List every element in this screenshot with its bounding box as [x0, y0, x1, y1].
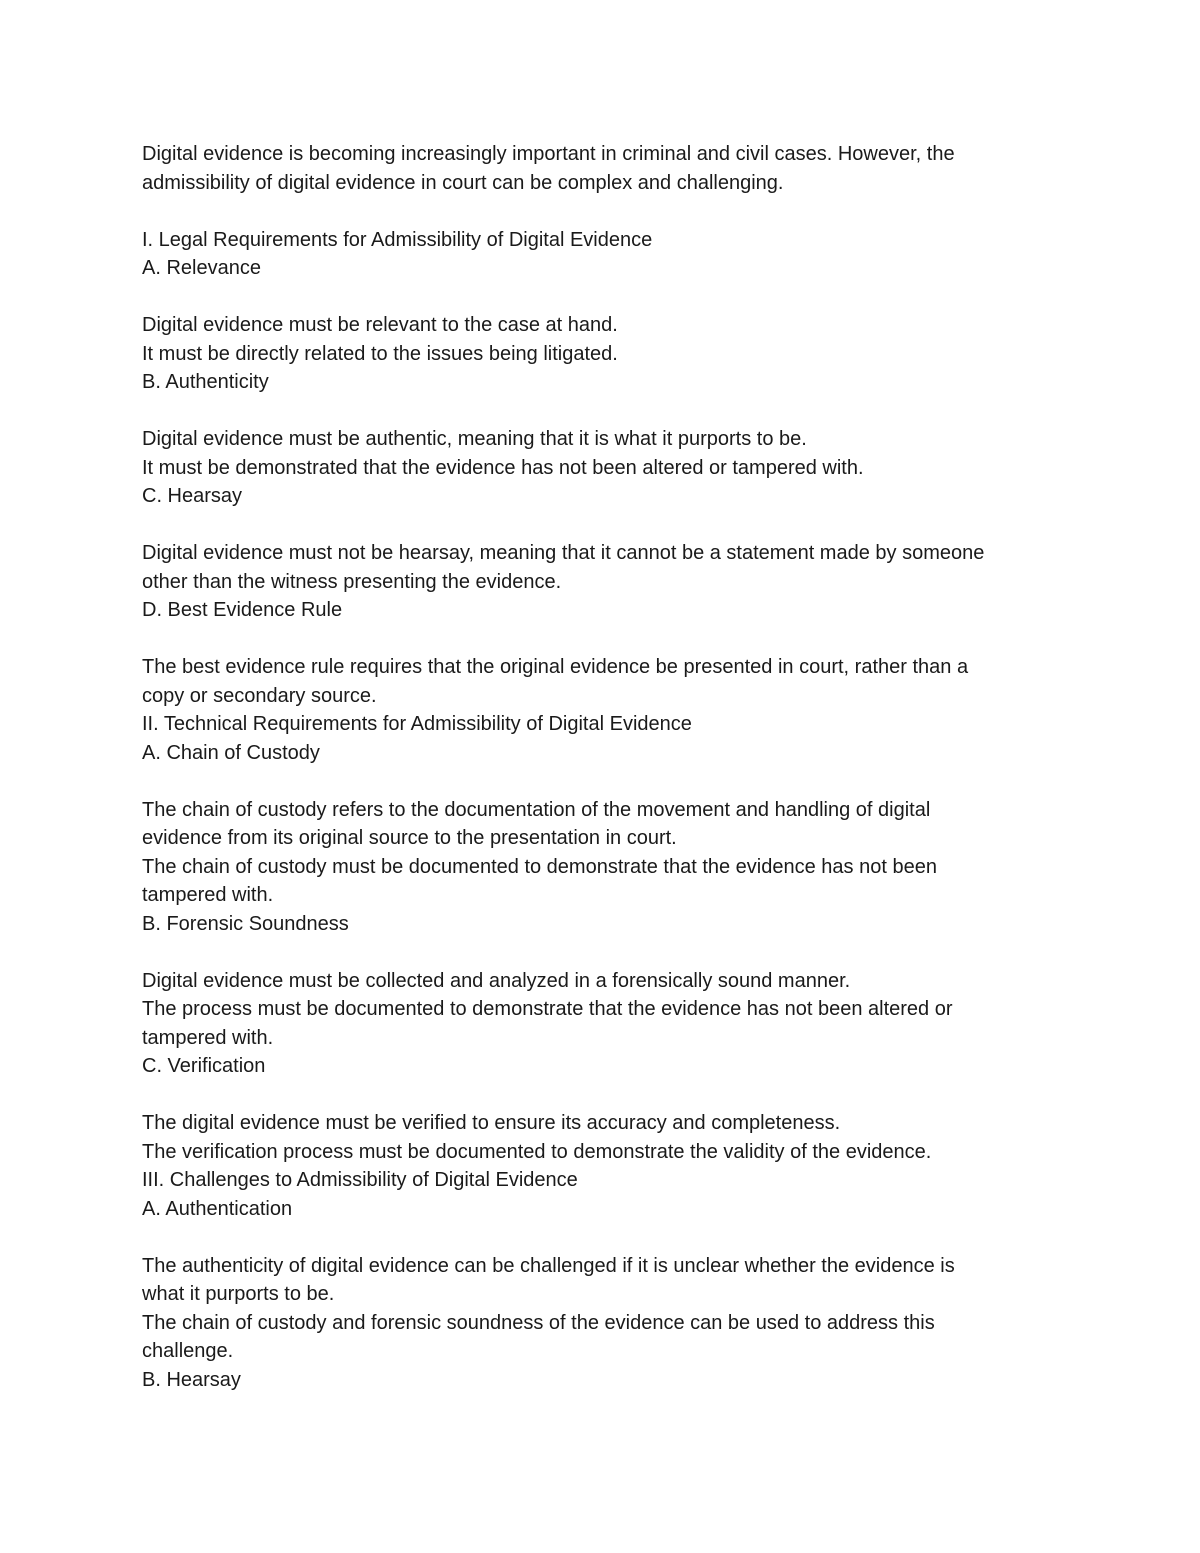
text-line: The chain of custody and forensic soundness of the evidence can be used to address this — [142, 1311, 935, 1334]
text-line: admissibility of digital evidence in court can be complex and challenging. — [142, 171, 784, 194]
text-line: The digital evidence must be verified to ensure its accuracy and completeness. — [142, 1112, 841, 1134]
text-line: C. Hearsay — [142, 485, 243, 507]
blank-line — [142, 938, 1062, 967]
text-line: Digital evidence must be collected and analyzed in a forensically sound manner. — [142, 969, 851, 992]
text-line: copy or secondary source. — [142, 684, 377, 707]
text-line: B. Forensic Soundness — [142, 912, 349, 935]
text-line: III. Challenges to Admissibility of Digital Evidence — [142, 1169, 578, 1191]
text-line: Digital evidence must be relevant to the case at hand. — [142, 314, 618, 336]
document-page — [142, 140, 1062, 1394]
text-line: Digital evidence must be authentic, meaning that it is what it purports to be. — [142, 428, 807, 450]
text-line: other than the witness presenting the evidence. — [142, 570, 562, 593]
text-line: what it purports to be. — [142, 1283, 335, 1305]
text-line: Digital evidence is becoming increasingly important in criminal and civil cases. However, the — [142, 143, 955, 165]
text-line: I. Legal Requirements for Admissibility of Digital Evidence — [142, 228, 653, 251]
text-line: It must be demonstrated that the evidence has not been altered or tampered with. — [142, 456, 864, 479]
text-line: evidence from its original source to the presentation in court. — [142, 827, 677, 849]
text-line: Digital evidence must not be hearsay, meaning that it cannot be a statement made by someone — [142, 542, 985, 564]
blank-line — [142, 1081, 1062, 1110]
text-line: challenge. — [142, 1340, 234, 1362]
blank-line — [142, 283, 1062, 312]
blank-line — [142, 197, 1062, 226]
text-line: The best evidence rule requires that the original evidence be presented in court, rather than a — [142, 656, 969, 678]
text-line: D. Best Evidence Rule — [142, 599, 343, 621]
text-line: tampered with. — [142, 1026, 274, 1049]
text-line: It must be directly related to the issues being litigated. — [142, 342, 618, 365]
text-line: A. Chain of Custody — [142, 741, 320, 764]
text-line: The process must be documented to demonstrate that the evidence has not been altered or — [142, 998, 953, 1020]
text-line: C. Verification — [142, 1055, 266, 1077]
blank-line — [142, 511, 1062, 540]
text-line: II. Technical Requirements for Admissibility of Digital Evidence — [142, 713, 692, 735]
text-line: A. Authentication — [142, 1197, 293, 1220]
text-line: The verification process must be documented to demonstrate the validity of the evidence. — [142, 1140, 932, 1163]
blank-line — [142, 1223, 1062, 1252]
blank-line — [142, 397, 1062, 426]
blank-line — [142, 625, 1062, 654]
text-line: The chain of custody refers to the documentation of the movement and handling of digital — [142, 798, 931, 821]
text-line: The chain of custody must be documented to demonstrate that the evidence has not been — [142, 855, 937, 878]
blank-line — [142, 767, 1062, 796]
text-line: The authenticity of digital evidence can be challenged if it is unclear whether the evidence is — [142, 1254, 955, 1277]
text-line: A. Relevance — [142, 257, 261, 279]
text-line: B. Hearsay — [142, 1368, 241, 1391]
text-line: tampered with. — [142, 884, 274, 906]
text-line: B. Authenticity — [142, 371, 269, 393]
